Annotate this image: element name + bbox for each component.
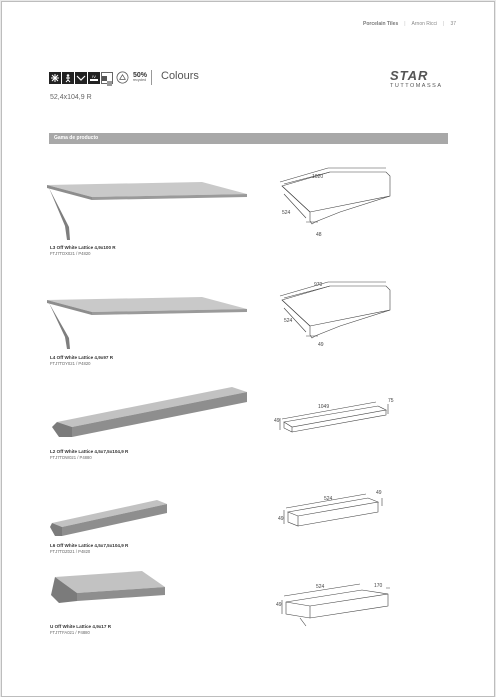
recycled-badge (133, 72, 147, 83)
wear-class-icon (88, 72, 100, 84)
brand-name: STAR (390, 68, 429, 83)
page-number: 37 (450, 21, 456, 27)
product-drawing-l3 (270, 166, 400, 246)
drawing-dim: 1020 (312, 174, 324, 180)
section-bar (49, 133, 448, 144)
drawing-dim: 524 (282, 210, 291, 216)
product-image-l4 (47, 297, 252, 352)
page-header: Porcelain Tiles | Arnon Ricci | 37 (363, 21, 456, 27)
brand-sub: TUTTOMASSA (390, 83, 443, 89)
stain-resistance-icon (75, 72, 87, 84)
drawing-dim: 970 (314, 282, 323, 288)
product-image-l3 (47, 182, 252, 242)
brand-logo (390, 69, 443, 89)
drawing-dim: 1049 (318, 404, 330, 410)
drawing-dim: 524 (284, 318, 293, 324)
product-code: FTJ7TDY021 / P4820 (50, 361, 91, 366)
drawing-dim: 49 (274, 418, 280, 424)
drawing-dim: 49 (376, 490, 382, 496)
product-image-l2 (47, 382, 252, 442)
recycle-icon (116, 71, 129, 84)
divider (151, 70, 152, 85)
product-code: FTJ7TFA021 / P4880 (50, 630, 90, 635)
property-icons (49, 70, 152, 85)
drawing-dim: 524 (316, 584, 325, 590)
svg-text:IV: IV (92, 73, 96, 79)
drawing-dim: 524 (324, 496, 333, 502)
slip-resistance-icon (62, 72, 74, 84)
product-code: FTJ7TDX021 / P4820 (50, 251, 91, 256)
header-collection: Arnon Ricci (411, 21, 438, 27)
product-image-u (47, 567, 172, 622)
recycled-label: recycled (133, 78, 147, 83)
product-name: L3 Off White Lattice 4,9x100 R (50, 245, 116, 250)
page-title: Colours (161, 70, 199, 82)
drawing-dim: 49 (276, 602, 282, 608)
product-name: L2 Off White Lattice 4,5x7,5x104,9 R (50, 449, 129, 454)
product-drawing-l2 (270, 392, 400, 442)
drawing-dim: 48 (316, 232, 322, 238)
drawing-dim: 49 (278, 516, 284, 522)
catalog-page (1, 1, 495, 697)
product-drawing-l6 (270, 486, 400, 546)
product-name: L4 Off White Lattice 4,9x97 R (50, 355, 114, 360)
product-code: FTJ7TDW021 / P4880 (50, 455, 92, 460)
header-section: Porcelain Tiles (363, 21, 399, 27)
product-name: U Off White Lattice 4,9x17 R (50, 624, 112, 629)
product-code: FTJ7TDZ021 / P4820 (50, 549, 91, 554)
section-bar-label: Gama de producto (54, 135, 99, 141)
frost-resistance-icon (49, 72, 61, 84)
product-drawing-u (270, 574, 400, 634)
shade-variation-icon (101, 72, 113, 84)
recycled-percent: 50% (133, 72, 148, 80)
drawing-dim: 75 (388, 398, 394, 404)
drawing-dim: 170 (374, 583, 383, 589)
product-drawing-l4 (270, 280, 400, 360)
drawing-dim: 49 (318, 342, 324, 348)
product-name: L6 Off White Lattice 4,5x7,5x104,9 R (50, 543, 129, 548)
product-image-l6 (47, 495, 172, 540)
tile-format: 52,4x104,9 R (50, 94, 92, 101)
